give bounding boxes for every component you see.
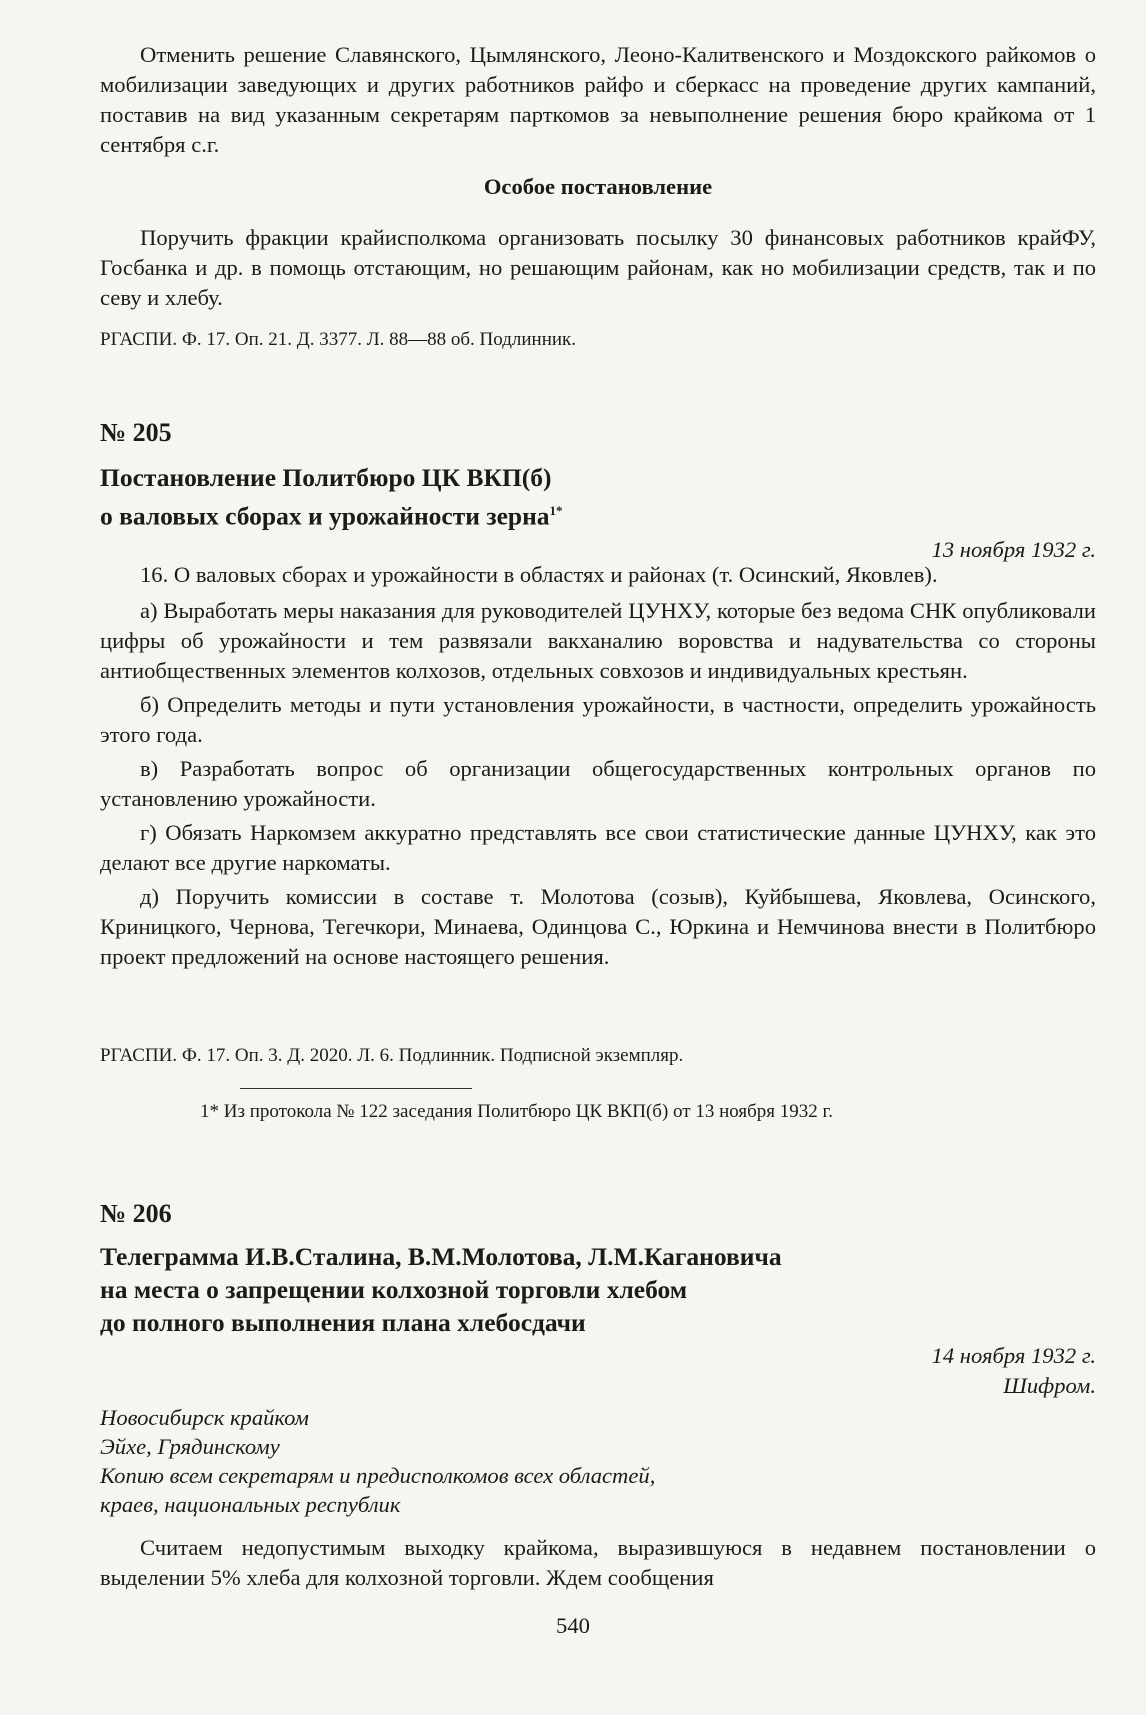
doc205-item-v: в) Разработать вопрос об организации общегосударственных контрольных органов по установлению урожайности. xyxy=(100,756,1096,811)
doc205-item-a: а) Выработать меры наказания для руководителей ЦУНХУ, которые без ведома СНК опубликовали цифры об урожайности и тем развязали вакханалию воровства и надувательства со стороны антиобщественных элементов колхозов, отдельных совхозов и индивидуальных крестьян. xyxy=(100,598,1096,683)
doc205-header xyxy=(100,417,1096,565)
doc206-title-line3: до полного выполнения плана хлебосдачи xyxy=(100,1308,586,1337)
doc206-header xyxy=(100,1198,1096,1401)
source-1: РГАСПИ. Ф. 17. Оп. 21. Д. 3377. Л. 88—88 об. Подлинник. xyxy=(100,329,577,350)
doc206-cipher: Шифром. xyxy=(1003,1373,1096,1398)
doc205-date: 13 ноября 1932 г. xyxy=(931,536,1096,562)
doc205-footnote-block xyxy=(100,1098,1096,1125)
doc206-paragraph: Считаем недопустимым выходку крайкома, выразившуюся в недавнем постановлении о выделении 5% хлеба для колхозной торговли. Ждем сообщения xyxy=(100,1535,1096,1590)
doc205-item-d: д) Поручить комиссии в составе т. Молотова (созыв), Куйбышева, Яковлева, Осинского, Криницкого, Чернова, Тегечкори, Минаева, Одинцова С., Юркина и Немчинова внести в Политбюро проект предложений на основе настоящего решения. xyxy=(100,884,1096,969)
doc206-addr4: краев, национальных республик xyxy=(100,1492,401,1517)
doc206-number: № 206 xyxy=(100,1199,172,1228)
page-number: 540 xyxy=(556,1613,590,1638)
doc205-intro: 16. О валовых сборах и урожайности в областях и районах (т. Осинский, Яковлев). xyxy=(140,562,938,587)
doc205-source-block xyxy=(100,1042,1096,1070)
doc206-title-line2: на места о запрещении колхозной торговли хлебом xyxy=(100,1275,688,1304)
special-paragraph-block xyxy=(100,223,1096,313)
top-paragraph-block xyxy=(100,40,1096,160)
doc206-date: 14 ноября 1932 г. xyxy=(931,1343,1096,1368)
special-heading: Особое постановление xyxy=(483,174,713,199)
special-paragraph: Поручить фракции крайисполкома организовать посылку 30 финансовых работников крайФУ, Госбанка и др. в помощь отстающим, но решающим районам, как но мобилизации средств, так и по севу и хлебу. xyxy=(100,225,1096,310)
doc206-addr3: Копию всем секретарям и предисполкомов всех областей, xyxy=(100,1463,656,1488)
doc205-body xyxy=(100,560,1096,972)
doc206-address xyxy=(100,1403,1096,1519)
source-1-block xyxy=(100,326,1096,354)
doc205-item-b: б) Определить методы и пути установления урожайности, в частности, определить урожайность этого года. xyxy=(100,692,1096,747)
doc205-footnote-marker: 1* xyxy=(549,503,563,518)
footnote-divider xyxy=(240,1088,472,1089)
doc206-addr1: Новосибирск крайком xyxy=(100,1405,309,1430)
top-paragraph: Отменить решение Славянского, Цымлянского, Леоно-Калитвенского и Моздокского райкомов о мобилизации заведующих и других работников райфо и сберкасс на проведение других кампаний, поставив на вид указанным секретарям парткомов за невыполнение решения бюро крайкома от 1 сентября с.г. xyxy=(100,42,1096,157)
doc205-source: РГАСПИ. Ф. 17. Оп. 3. Д. 2020. Л. 6. Подлинник. Подписной экземпляр. xyxy=(100,1045,684,1066)
doc205-item-g: г) Обязать Наркомзем аккуратно представлять все свои статистические данные ЦУНХУ, как это делают все другие наркоматы. xyxy=(100,820,1096,875)
doc206-addr2: Эйхе, Грядинскому xyxy=(100,1434,280,1459)
special-section xyxy=(100,172,1096,202)
doc205-title-line1: Постановление Политбюро ЦК ВКП(б) xyxy=(100,463,552,492)
doc206-body xyxy=(100,1533,1096,1593)
doc206-title-line1: Телеграмма И.В.Сталина, В.М.Молотова, Л.М.Кагановича xyxy=(100,1242,782,1271)
doc205-number: № 205 xyxy=(100,418,172,447)
doc205-footnote: 1* Из протокола № 122 заседания Политбюро ЦК ВКП(б) от 13 ноября 1932 г. xyxy=(200,1101,833,1122)
doc205-title-line2: о валовых сборах и урожайности зерна$^{1*}$ xyxy=(100,501,563,531)
